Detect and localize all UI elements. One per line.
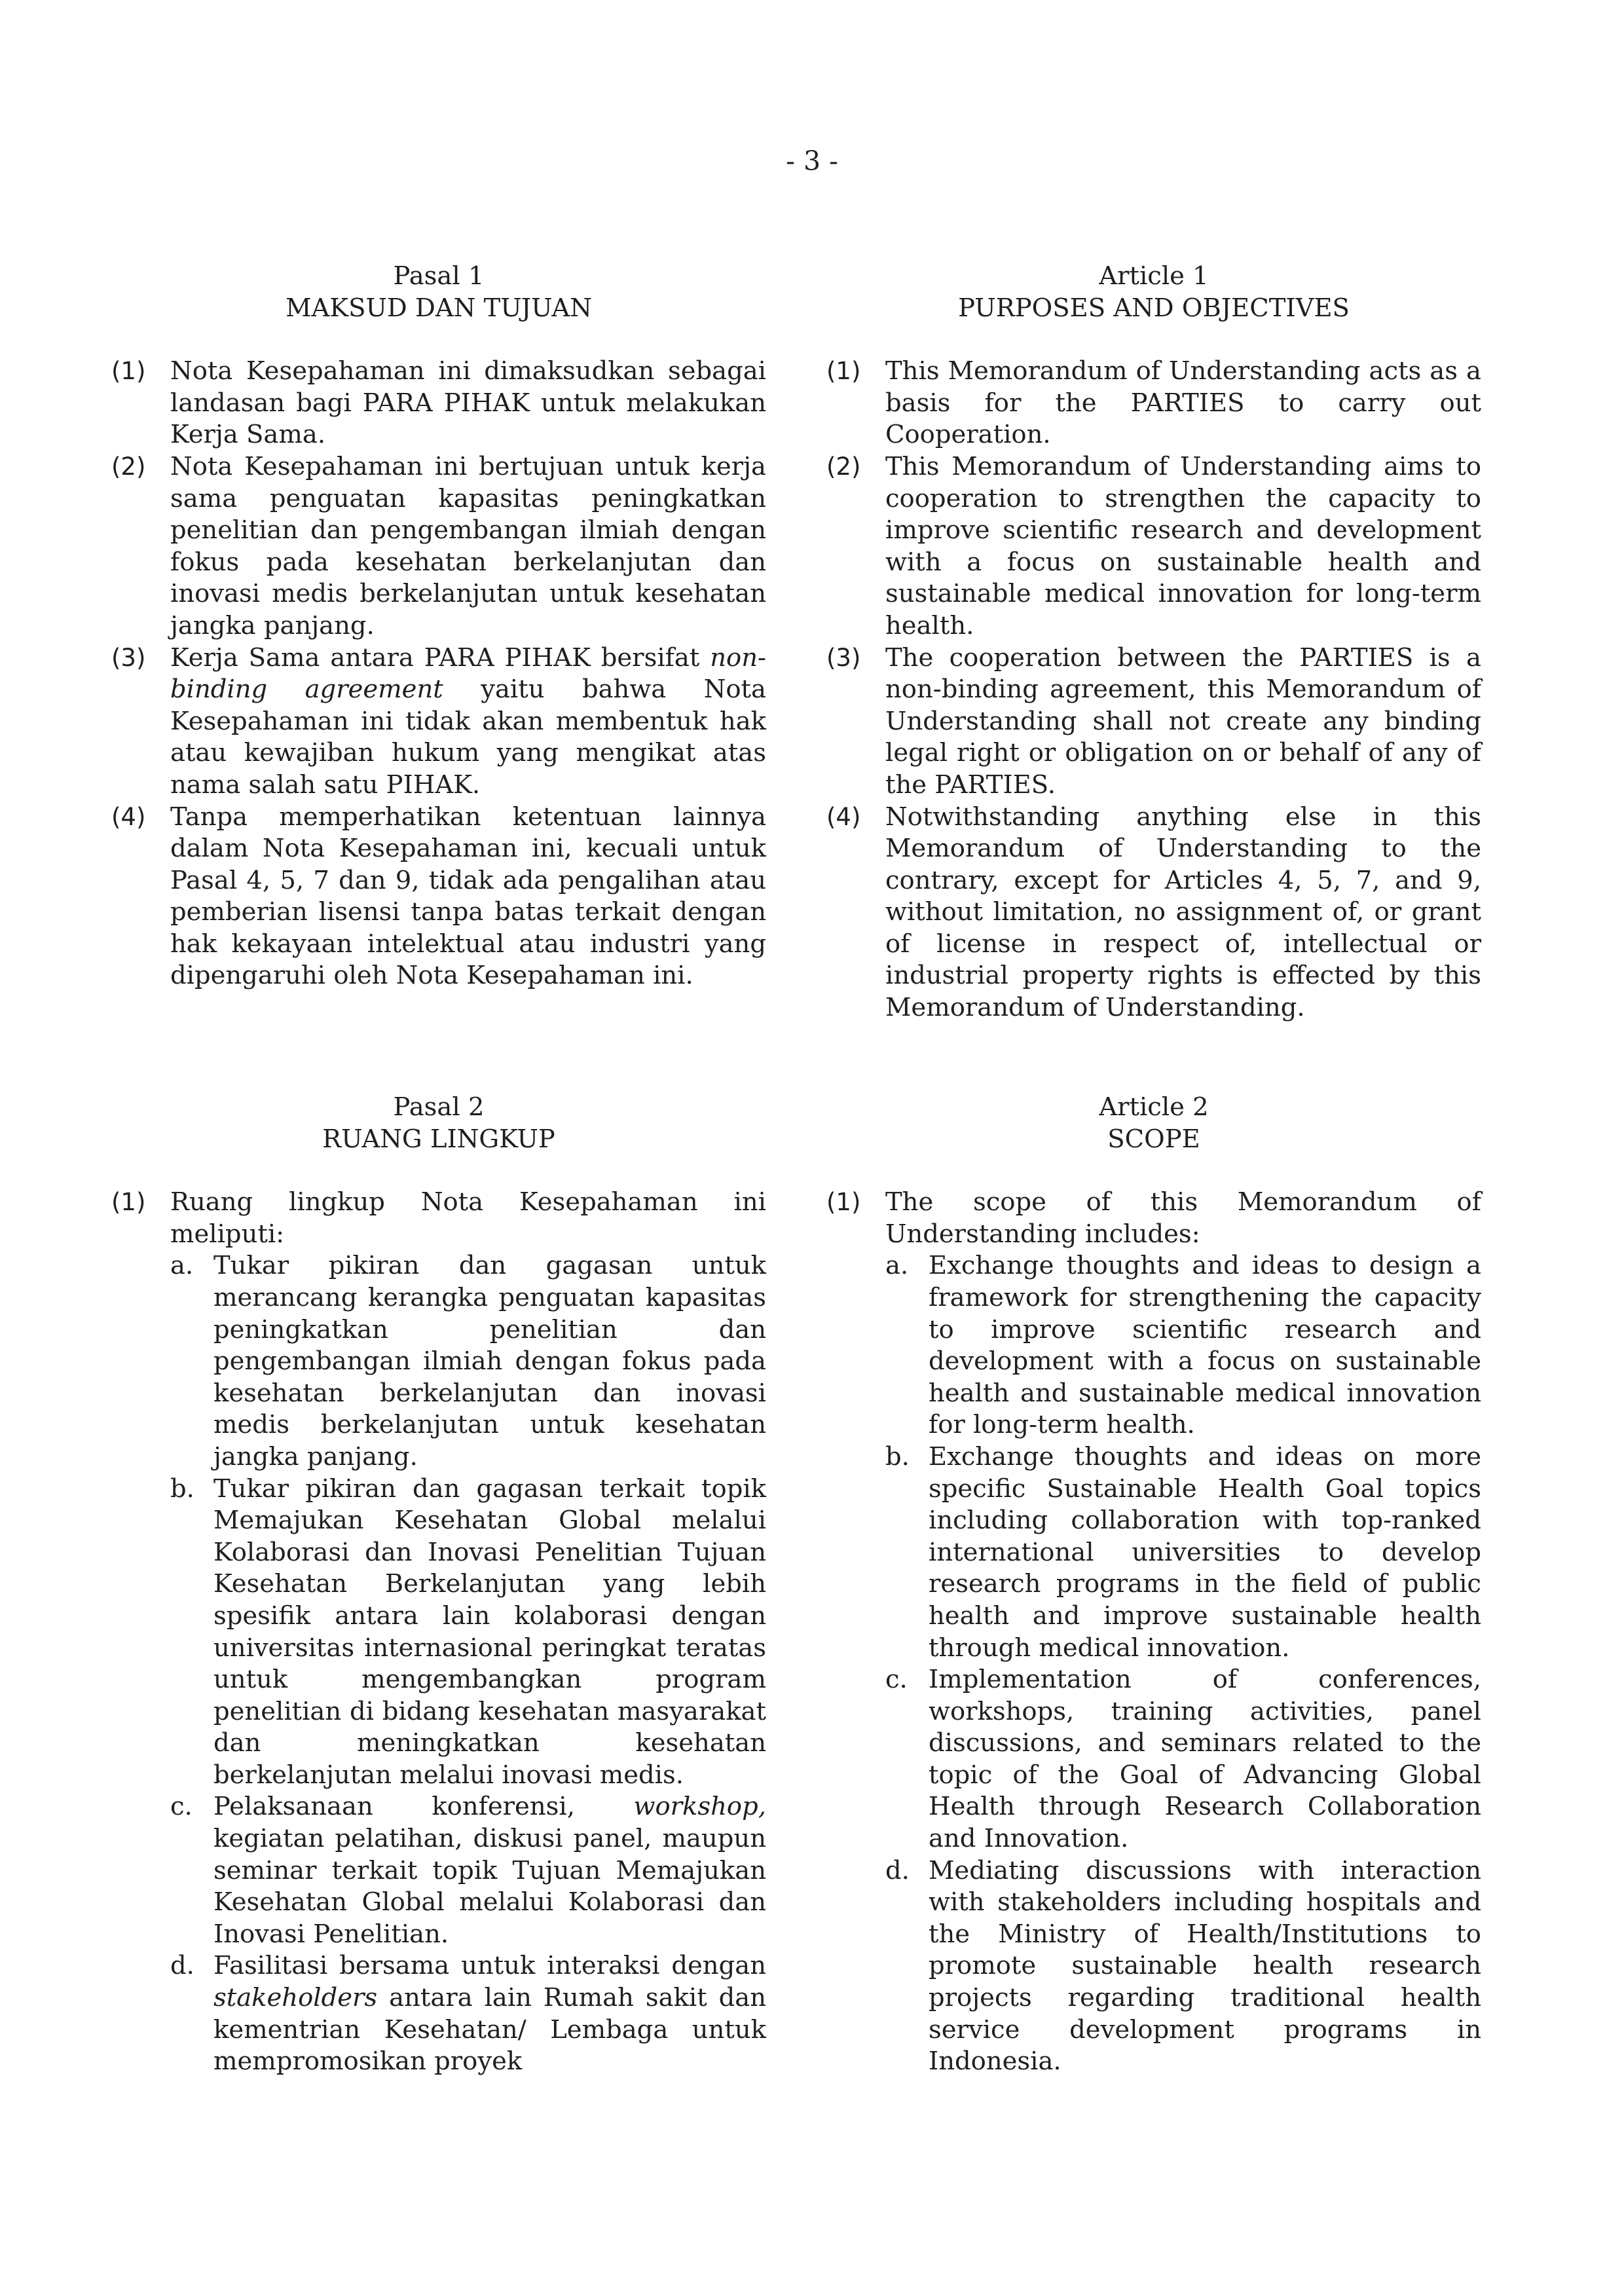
left-article-1-clause	[111, 642, 766, 802]
right-article-1	[826, 261, 1481, 1024]
clause-number: (2)	[111, 452, 146, 481]
scope-item-letter: d.	[170, 1951, 194, 1981]
scope-text-part: Fasilitasi bersama untuk interaksi dengan	[213, 1951, 766, 1981]
scope-item	[170, 1791, 766, 1950]
right-article-2-heading	[826, 1092, 1481, 1155]
left-article-2-label: Pasal 2	[393, 1092, 485, 1122]
clause-text: Tanpa memperhatikan ketentuan lainnya dalam Nota Kesepahaman ini, kecuali untuk Pasal 4, 5, 7 dan 9, tidak ada pengalihan atau pemberian lisensi tanpa batas terkait dengan hak kekayaan intelektual atau industri yang dipengaruhi oleh Nota Kesepahaman ini.	[170, 802, 766, 991]
scope-item-text: Mediating discussions with interaction with stakeholders including hospitals and the Ministry of Health/Institutions to promote sustainable health research projects regarding traditional health service development programs in Indonesia.	[929, 1855, 1481, 2077]
scope-item-letter: b.	[885, 1441, 910, 1472]
scope-item-text: Exchange thoughts and ideas to design a framework for strengthening the capacity to improve scientific research and development with a focus on sustainable health and sustainable medical innovation for long-term health.	[929, 1251, 1481, 1440]
clause-text: Nota Kesepahaman ini bertujuan untuk kerja sama penguatan kapasitas peningkatkan penelitian dan pengembangan ilmiah dengan fokus pada kesehatan berkelanjutan dan inovasi medis berkelanjutan untuk kesehatan jangka panjang.	[170, 451, 766, 640]
scope-item-letter: d.	[885, 1855, 910, 1885]
scope-item-letter: a.	[170, 1251, 194, 1281]
clause-intro: The scope of this Memorandum of Understanding includes:	[885, 1187, 1481, 1249]
scope-item-text	[213, 1791, 766, 1950]
clause-number: (4)	[111, 802, 146, 831]
page-number: - 3 -	[786, 145, 838, 177]
clause-text: This Memorandum of Understanding aims to cooperation to strengthen the capacity to improve scientific research and development with a focus on sustainable health and sustainable medical innovation for long-term health.	[885, 451, 1481, 640]
left-article-2-title: RUANG LINGKUP	[322, 1124, 555, 1154]
scope-item-letter: b.	[170, 1473, 194, 1504]
left-article-1	[111, 261, 766, 992]
clause-number: (1)	[826, 357, 861, 386]
right-article-2-clause	[826, 1187, 1481, 2078]
clause-text-part: Kerja Sama antara PARA PIHAK bersifat	[170, 642, 700, 673]
clause-number: (1)	[111, 357, 146, 386]
clause-number: (3)	[826, 643, 861, 672]
scope-item-text: Tukar pikiran dan gagasan terkait topik Memajukan Kesehatan Global melalui Kolaborasi dan Inovasi Penelitian Tujuan Kesehatan Berkelanjutan yang lebih spesifik antara lain kolaborasi dengan universitas internasional peringkat teratas untuk mengembangkan program penelitian di bidang kesehatan masyarakat dan meningkatkan kesehatan berkelanjutan melalui inovasi medis.	[213, 1473, 766, 1790]
right-article-1-label: Article 1	[1099, 261, 1209, 291]
left-article-1-label: Pasal 1	[393, 261, 485, 291]
left-article-1-clause	[111, 451, 766, 642]
scope-item-text: Exchange thoughts and ideas on more specific Sustainable Health Goal topics including collaboration with top-ranked international universities to develop research programs in the field of public health and improve sustainable health through medical innovation.	[929, 1441, 1481, 1663]
scope-item-text: Tukar pikiran dan gagasan untuk merancang kerangka penguatan kapasitas peningkatkan penelitian dan pengembangan ilmiah dengan fokus pada kesehatan berkelanjutan dan inovasi medis berkelanjutan untuk kesehatan jangka panjang.	[213, 1251, 766, 1472]
clause-text: Nota Kesepahaman ini dimaksudkan sebagai landasan bagi PARA PIHAK untuk melakukan Kerja Sama.	[170, 356, 766, 450]
left-article-2-heading	[111, 1092, 766, 1155]
right-article-2	[826, 1092, 1481, 2078]
clause-body	[170, 1187, 766, 2078]
clause-text: This Memorandum of Understanding acts as a basis for the PARTIES to carry out Cooperation.	[885, 356, 1481, 450]
scope-text-part: Pelaksanaan konferensi,	[213, 1792, 575, 1822]
scope-item-letter: c.	[885, 1665, 908, 1695]
clause-text: Notwithstanding anything else in this Memorandum of Understanding to the contrary, except for Articles 4, 5, 7, and 9, without limitation, no assignment of, or grant of license in respect of, intellectual or industrial property rights is effected by this Memorandum of Understanding.	[885, 802, 1481, 1023]
scope-item-text: Implementation of conferences, workshops, training activities, panel discussions, and seminars related to the topic of the Goal of Advancing Global Health through Research Collaboration and Innovation.	[929, 1665, 1481, 1854]
right-article-1-title: PURPOSES AND OBJECTIVES	[958, 293, 1350, 323]
scope-item-text	[213, 1950, 766, 2077]
clause-number: (1)	[111, 1188, 146, 1217]
scope-text-part: antara lain Rumah sakit dan kementrian Kesehatan/ Lembaga untuk mempromosikan proyek	[213, 1983, 766, 2077]
clause-text: The cooperation between the PARTIES is a non-binding agreement, this Memorandum of Understanding shall not create any binding legal right or obligation on or behalf of any of the PARTIES.	[885, 642, 1481, 800]
left-article-2-clause	[111, 1187, 766, 2078]
scope-item	[885, 1664, 1481, 1855]
clause-body	[885, 1187, 1481, 2078]
clause-intro: Ruang lingkup Nota Kesepahaman ini meliputi:	[170, 1187, 766, 1249]
scope-item	[170, 1950, 766, 2077]
right-article-1-clause	[826, 356, 1481, 451]
clause-number: (3)	[111, 643, 146, 672]
right-article-2-title: SCOPE	[1107, 1124, 1200, 1154]
clause-number: (1)	[826, 1188, 861, 1217]
scope-item-letter: a.	[885, 1251, 909, 1281]
scope-item	[885, 1250, 1481, 1441]
left-article-2	[111, 1092, 766, 2078]
scope-item	[885, 1441, 1481, 1664]
scope-text-italic: workshop,	[633, 1792, 766, 1822]
right-article-1-clause	[826, 642, 1481, 802]
right-article-1-clause	[826, 451, 1481, 642]
right-article-1-clause	[826, 802, 1481, 1024]
clause-number: (4)	[826, 802, 861, 831]
right-article-2-label: Article 2	[1099, 1092, 1209, 1122]
left-article-1-heading	[111, 261, 766, 324]
scope-item	[885, 1855, 1481, 2078]
clause-text	[170, 642, 766, 802]
scope-item-letter: c.	[170, 1792, 193, 1822]
clause-number: (2)	[826, 452, 861, 481]
clause-text-italic: non-binding agreement	[170, 642, 766, 705]
right-article-1-heading	[826, 261, 1481, 324]
scope-item	[170, 1473, 766, 1792]
left-article-1-clause	[111, 356, 766, 451]
left-article-1-title: MAKSUD DAN TUJUAN	[286, 293, 592, 323]
clause-text-part: yaitu bahwa Nota Kesepahaman ini tidak akan membentuk hak atau kewajiban hukum yang mengikat atas nama salah satu PIHAK.	[170, 675, 766, 800]
scope-text-italic: stakeholders	[213, 1983, 378, 2013]
left-article-1-clause	[111, 802, 766, 993]
scope-item	[170, 1250, 766, 1473]
scope-text-part: kegiatan pelatihan, diskusi panel, maupun seminar terkait topik Tujuan Memajukan Kesehatan Global melalui Kolaborasi dan Inovasi Penelitian.	[213, 1824, 766, 1949]
